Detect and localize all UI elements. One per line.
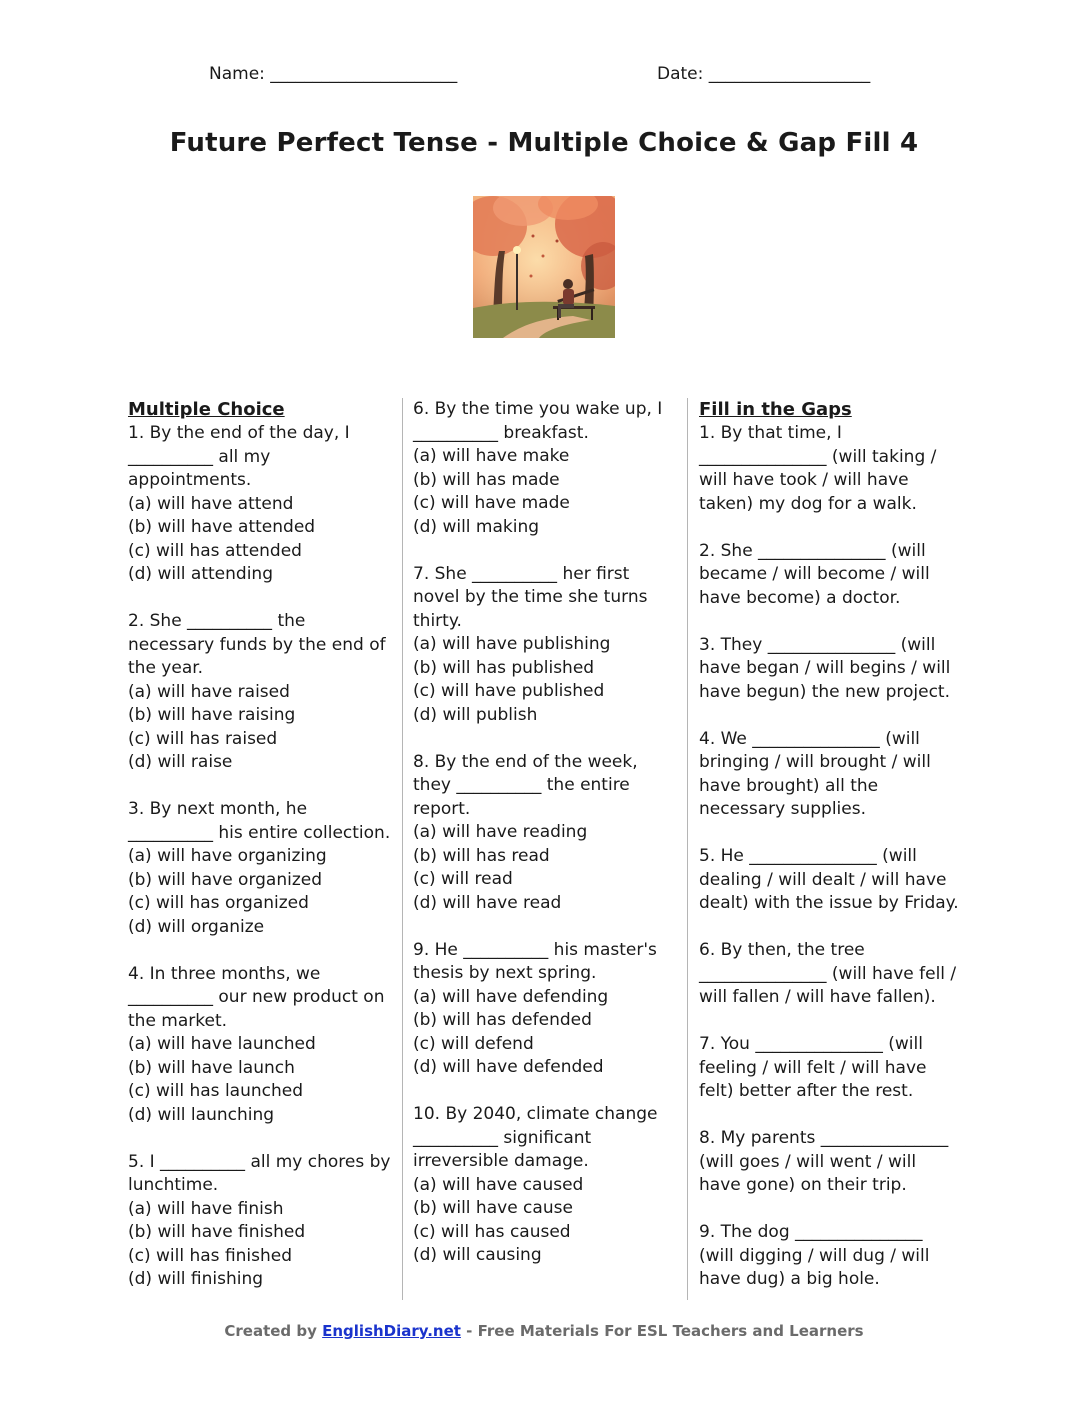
name-field: Name: ______________________ bbox=[209, 64, 458, 84]
gap-fill-item bbox=[699, 540, 961, 611]
mc-option: (d) will launching bbox=[128, 1104, 275, 1125]
footer-link[interactable]: EnglishDiary.net bbox=[322, 1322, 461, 1340]
gap-fill-text: 1. By that time, I _______________ (will taking / will have took / will have taken) my dog for a walk. bbox=[699, 423, 937, 514]
mc-option: (a) will have reading bbox=[413, 822, 588, 842]
multiple-choice-column-1 bbox=[128, 398, 394, 1315]
mc-option: (a) will have caused bbox=[413, 1174, 584, 1195]
mc-option: (d) will have read bbox=[413, 892, 562, 913]
mc-option: (a) will have organizing bbox=[128, 846, 327, 866]
mc-option: (b) will have finished bbox=[128, 1222, 306, 1242]
gap-fill-item bbox=[699, 939, 961, 1010]
mc-question bbox=[413, 751, 679, 916]
mc-question-stem: 5. I __________ all my chores by lunchtime. bbox=[128, 1151, 391, 1195]
gap-fill-text: 6. By then, the tree _______________ (will have fell / will fallen / will have fallen). bbox=[699, 940, 957, 1007]
gap-fill-text: 4. We _______________ (will bringing / will brought / will have brought) all the necessary supplies. bbox=[699, 728, 931, 819]
multiple-choice-heading: Multiple Choice bbox=[128, 399, 285, 420]
gap-fill-item bbox=[699, 845, 961, 916]
mc-option: (c) will read bbox=[413, 869, 513, 889]
mc-question-stem: 10. By 2040, climate change __________ significant irreversible damage. bbox=[413, 1104, 658, 1171]
mc-question-stem: 2. She __________ the necessary funds by the end of the year. bbox=[128, 611, 386, 678]
footer-prefix: Created by bbox=[224, 1322, 323, 1340]
mc-option: (a) will have make bbox=[413, 446, 570, 466]
mc-option: (d) will organize bbox=[128, 916, 265, 937]
mc-option: (a) will have launched bbox=[128, 1034, 316, 1054]
column-divider bbox=[402, 398, 403, 1300]
mc-option: (c) will has finished bbox=[128, 1245, 293, 1266]
autumn-park-illustration bbox=[473, 196, 615, 338]
mc-option: (a) will have publishing bbox=[413, 634, 611, 654]
mc-option: (c) will have made bbox=[413, 493, 570, 513]
mc-option: (d) will making bbox=[413, 516, 540, 537]
mc-option: (c) will have published bbox=[413, 681, 605, 701]
mc-question bbox=[128, 1151, 394, 1292]
mc-question bbox=[413, 563, 679, 728]
mc-option: (b) will have launch bbox=[128, 1057, 295, 1078]
gap-fill-item bbox=[699, 634, 961, 705]
mc-option: (b) will have raising bbox=[128, 705, 296, 725]
mc-question-stem: 3. By next month, he __________ his entire collection. bbox=[128, 799, 391, 843]
mc-question-stem: 7. She __________ her first novel by the time she turns thirty. bbox=[413, 563, 648, 631]
mc-option: (c) will has organized bbox=[128, 893, 309, 913]
mc-option: (d) will causing bbox=[413, 1245, 542, 1265]
column-divider bbox=[687, 398, 688, 1300]
gap-fill-item bbox=[699, 1033, 961, 1104]
gap-fill-item bbox=[699, 728, 961, 822]
mc-option: (c) will has caused bbox=[413, 1221, 571, 1242]
gap-fill-item bbox=[699, 1127, 961, 1198]
mc-question-stem: 4. In three months, we __________ our new product on the market. bbox=[128, 963, 385, 1031]
mc-option: (b) will has read bbox=[413, 845, 550, 866]
mc-option: (a) will have attend bbox=[128, 493, 294, 514]
mc-option: (a) will have finish bbox=[128, 1198, 284, 1219]
mc-question bbox=[413, 1103, 679, 1268]
mc-question-stem: 8. By the end of the week, they __________ the entire report. bbox=[413, 751, 638, 819]
multiple-choice-column-2 bbox=[413, 398, 679, 1291]
mc-option: (b) will have organized bbox=[128, 869, 323, 890]
mc-option: (b) will has made bbox=[413, 469, 560, 490]
mc-option: (a) will have raised bbox=[128, 681, 290, 702]
gap-fill-text: 9. The dog _______________ (will digging / will dug / will have dug) a big hole. bbox=[699, 1222, 930, 1289]
gap-fill-item bbox=[699, 422, 961, 516]
mc-question bbox=[128, 422, 394, 587]
mc-option: (d) will finishing bbox=[128, 1269, 264, 1289]
mc-question-stem: 1. By the end of the day, I __________ all my appointments. bbox=[128, 423, 350, 490]
mc-option: (b) will has defended bbox=[413, 1010, 592, 1030]
mc-question bbox=[413, 939, 679, 1080]
mc-question-stem: 6. By the time you wake up, I __________ breakfast. bbox=[413, 399, 663, 443]
mc-option: (b) will have cause bbox=[413, 1198, 573, 1218]
gap-fill-item bbox=[699, 1221, 961, 1292]
mc-option: (c) will has attended bbox=[128, 540, 302, 561]
gap-fill-column bbox=[699, 398, 961, 1315]
mc-question bbox=[128, 798, 394, 939]
mc-question bbox=[128, 610, 394, 775]
date-field: Date: ___________________ bbox=[657, 64, 871, 84]
gap-fill-heading: Fill in the Gaps bbox=[699, 399, 852, 420]
mc-option: (d) will attending bbox=[128, 564, 273, 584]
gap-fill-text: 7. You _______________ (will feeling / will felt / will have felt) better after the rest. bbox=[699, 1034, 927, 1101]
gap-fill-text: 2. She _______________ (will became / will become / will have become) a doctor. bbox=[699, 540, 930, 608]
mc-question-stem: 9. He __________ his master's thesis by next spring. bbox=[413, 939, 657, 983]
mc-option: (d) will publish bbox=[413, 704, 538, 725]
page-title: Future Perfect Tense - Multiple Choice & Gap Fill 4 bbox=[169, 128, 919, 158]
mc-option: (d) will have defended bbox=[413, 1057, 604, 1077]
gap-fill-text: 3. They _______________ (will have began / will begins / will have begun) the new project. bbox=[699, 634, 951, 702]
mc-option: (c) will has launched bbox=[128, 1081, 304, 1101]
mc-option: (d) will raise bbox=[128, 752, 233, 772]
mc-option: (c) will defend bbox=[413, 1033, 534, 1054]
footer bbox=[0, 1322, 1088, 1340]
mc-option: (b) will have attended bbox=[128, 517, 316, 537]
mc-question bbox=[413, 398, 679, 539]
mc-option: (b) will has published bbox=[413, 657, 595, 678]
gap-fill-text: 8. My parents _______________ (will goes / will went / will have gone) on their trip. bbox=[699, 1128, 949, 1195]
footer-suffix: - Free Materials For ESL Teachers and Learners bbox=[460, 1322, 864, 1340]
mc-question bbox=[128, 963, 394, 1128]
mc-option: (a) will have defending bbox=[413, 986, 609, 1007]
mc-option: (c) will has raised bbox=[128, 728, 278, 749]
gap-fill-text: 5. He _______________ (will dealing / will dealt / will have dealt) with the issue by Friday. bbox=[699, 846, 959, 913]
